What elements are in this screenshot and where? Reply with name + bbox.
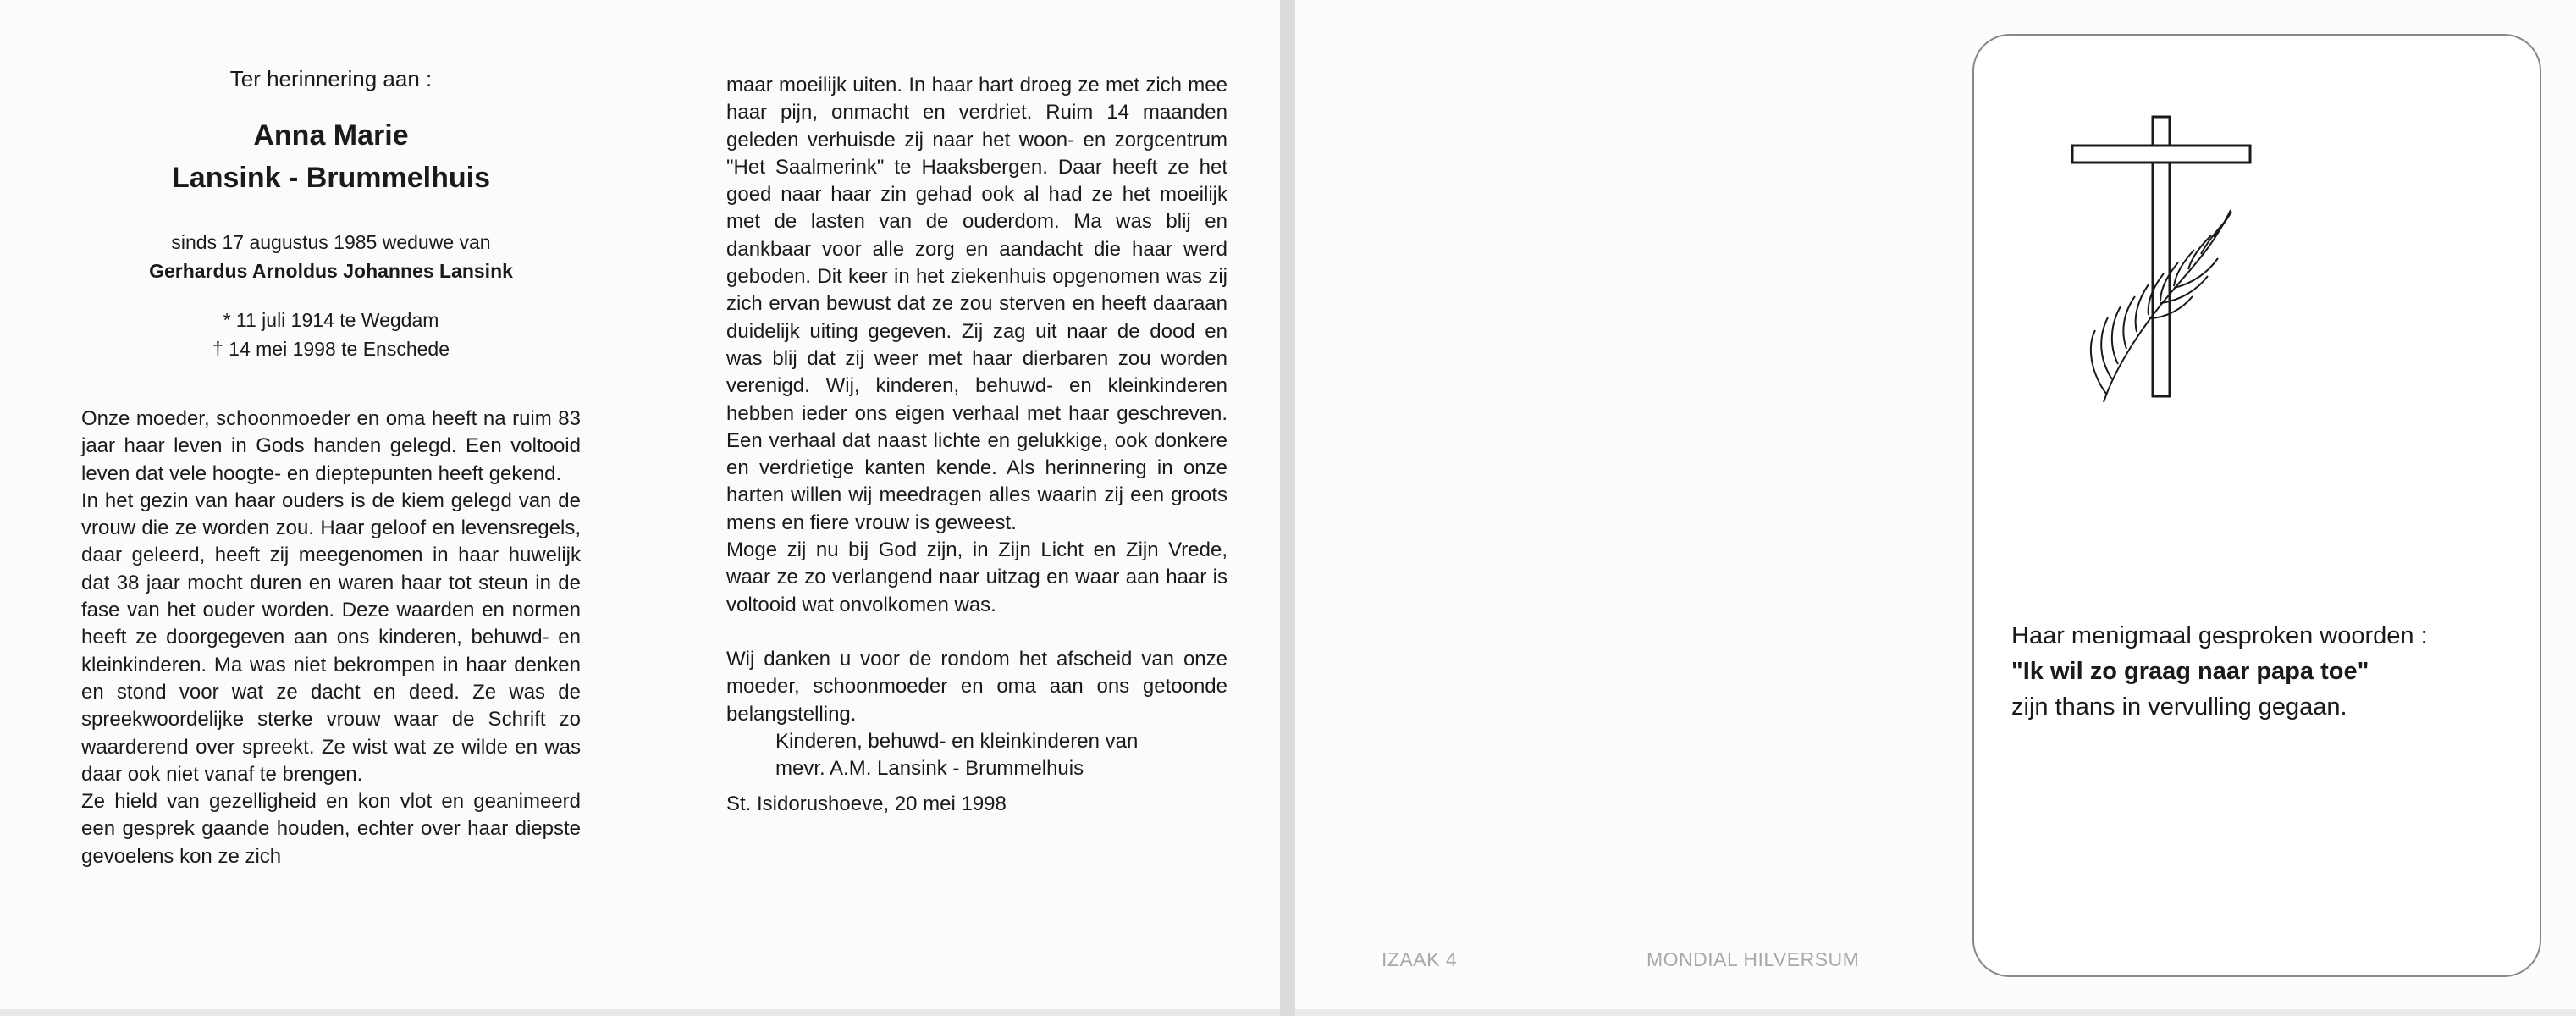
quote-outro: zijn thans in vervulling gegaan. (2011, 693, 2347, 721)
husband-name: Gerhardus Arnoldus Johannes Lansink (149, 260, 513, 282)
paragraph: Onze moeder, schoonmoeder en oma heeft na ruim 83 jaar haar leven in Gods handen gelegd. Een voltooid leven dat vele hoogte- en dieptepunten heeft gekend. (81, 407, 581, 485)
deceased-name-last: Lansink - Brummelhuis (172, 162, 490, 194)
quote-intro: Haar menigmaal gesproken woorden : (2011, 622, 2428, 649)
quote-block (2011, 618, 2519, 725)
page-one-body (81, 406, 581, 870)
deceased-name-first: Anna Marie (253, 119, 409, 152)
cross-with-palm-icon (2066, 110, 2260, 415)
signoff-line-1: Kinderen, behuwd- en kleinkinderen van (775, 729, 1139, 753)
paragraph: In het gezin van haar ouders is de kiem gelegd van de vrouw die ze worden zou. Haar geloof en levensregels, daar geleerd, heeft zij meegenomen in haar huwelijk dat 38 jaar mocht duren en waren haar tot steun in de fase van het ouder worden. Deze waarden en normen heeft ze doorgegeven aan ons kinderen, behuwd- en kleinkinderen. Ma was niet bekrompen in haar denken en stond voor wat ze dacht en deed. Ze was de spreekwoordelijke sterke vrouw waar de Schrift zo waarderend over spreekt. Ze wist wat ze wilde en was daar ook niet vanaf te brengen. (81, 489, 581, 786)
spacer (726, 619, 1227, 646)
signoff-line-2: mevr. A.M. Lansink - Brummelhuis (775, 757, 1084, 781)
page-two (726, 72, 1227, 819)
page-one (81, 66, 581, 870)
page-two-body (726, 72, 1227, 728)
paragraph: Moge zij nu bij God zijn, in Zijn Licht en Zijn Vrede, waar ze zo verlangend naar uitzag en waar aan haar is voltooid wat onvolkomen was. (726, 538, 1227, 616)
paragraph: maar moeilijk uiten. In haar hart droeg ze met zich mee haar pijn, onmacht en verdriet. Ruim 14 maanden geleden verhuisde zij naar het woon- en zorgcentrum "Het Saalmerink" te Haaksbergen. Daar heeft ze het goed naar haar zin gehad ook al had ze het moeilijk met de lasten van de ouderdom. Ma was blij en dankbaar voor alle zorg en aandacht die haar werd geboden. Dit keer in het ziekenhuis opgenomen was zij zich ervan bewust dat ze zou sterven en heeft daaraan duidelijk uiting gegeven. Zij zag uit naar de dood en was blij dat zij weer met haar dierbaren zou worden verenigd. Wij, kinderen, behuwd- en kleinkinderen hebben ieder ons eigen verhaal met haar geschreven. Een verhaal dat naast lichte en gelukkige, ook donkere en verdrietige kanten kende. Als herinnering in onze harten willen wij meedragen alles waarin zij een groots mens en fiere vrouw is geweest. (726, 74, 1227, 534)
memorial-card-inside (0, 0, 1280, 1009)
printer-name: MONDIAL HILVERSUM (1647, 948, 1860, 970)
death-line: † 14 mei 1998 te Enschede (212, 338, 450, 360)
place-date: St. Isidorushoeve, 20 mei 1998 (726, 792, 1007, 816)
quote-text: "Ik wil zo graag naar papa toe" (2011, 658, 2369, 685)
intro-text: Ter herinnering aan : (229, 66, 433, 91)
printer-code: IZAAK 4 (1382, 948, 1458, 970)
widow-line: sinds 17 augustus 1985 weduwe van (171, 231, 491, 253)
card-fold-gap (1280, 0, 1295, 1016)
thanks-paragraph: Wij danken u voor de rondom het afscheid van onze moeder, schoonmoeder en oma aan ons getoonde belangstelling. (726, 647, 1227, 726)
birth-line: * 11 juli 1914 te Wegdam (223, 309, 439, 331)
paragraph: Ze hield van gezelligheid en kon vlot en geanimeerd een gesprek gaande houden, echter over haar diepste gevoelens kon ze zich (81, 790, 581, 868)
